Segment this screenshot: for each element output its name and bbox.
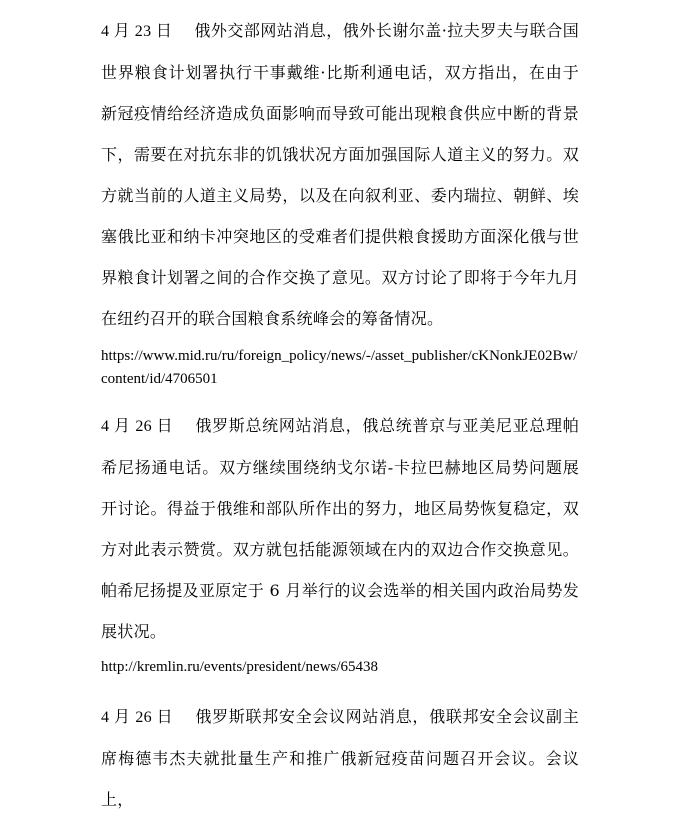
entry-text: 俄外交部网站消息，俄外长谢尔盖·拉夫罗夫与联合国世界粮食计划署执行干事戴维·比斯利通电话，双方指出，在由于新冠疫情给经济造成负面影响而导致可能出现粮食供应中断的背景下，需要在对抗东非的饥饿状况方面加强国际人道主义的努力。双方就当前的人道主义局势，以及在向叙利亚、委内瑞拉、朝鲜、埃塞俄比亚和纳卡冲突地区的受难者们提供粮食援助方面深化俄与世界粮食计划署之间的合作交换了意见。双方讨论了即将于今年九月在纽约召开的联合国粮食系统峰会的筹备情况。	[101, 21, 579, 328]
entry-date: 4 月 23 日	[101, 23, 173, 40]
entry-paragraph	[101, 405, 579, 652]
news-entry	[101, 10, 579, 391]
entry-text: 俄罗斯总统网站消息，俄总统普京与亚美尼亚总理帕希尼扬通电话。双方继续围绕纳戈尔诺-卡拉巴赫地区局势问题展开讨论。得益于俄维和部队所作出的努力，地区局势恢复稳定，双方对此表示赞赏。双方就包括能源领域在内的双边合作交换意见。帕希尼扬提及亚原定于 6 月举行的议会选举的相关国内政治局势发展状况。	[101, 416, 579, 641]
source-link[interactable]: http://kremlin.ru/events/president/news/65438	[101, 659, 379, 675]
news-entry	[101, 405, 579, 679]
entry-text: 俄罗斯联邦安全会议网站消息，俄联邦安全会议副主席梅德韦杰夫就批量生产和推广俄新冠疫苗问题召开会议。会议上，	[101, 707, 579, 809]
source-link[interactable]: https://www.mid.ru/ru/foreign_policy/news/-/asset_publisher/cKNonkJE02Bw/content/id/4706501	[101, 348, 578, 387]
entry-date: 4 月 26 日	[101, 709, 174, 726]
news-entry	[101, 696, 579, 820]
entry-date: 4 月 26 日	[101, 418, 174, 435]
entry-paragraph	[101, 696, 579, 820]
entry-paragraph	[101, 10, 579, 339]
